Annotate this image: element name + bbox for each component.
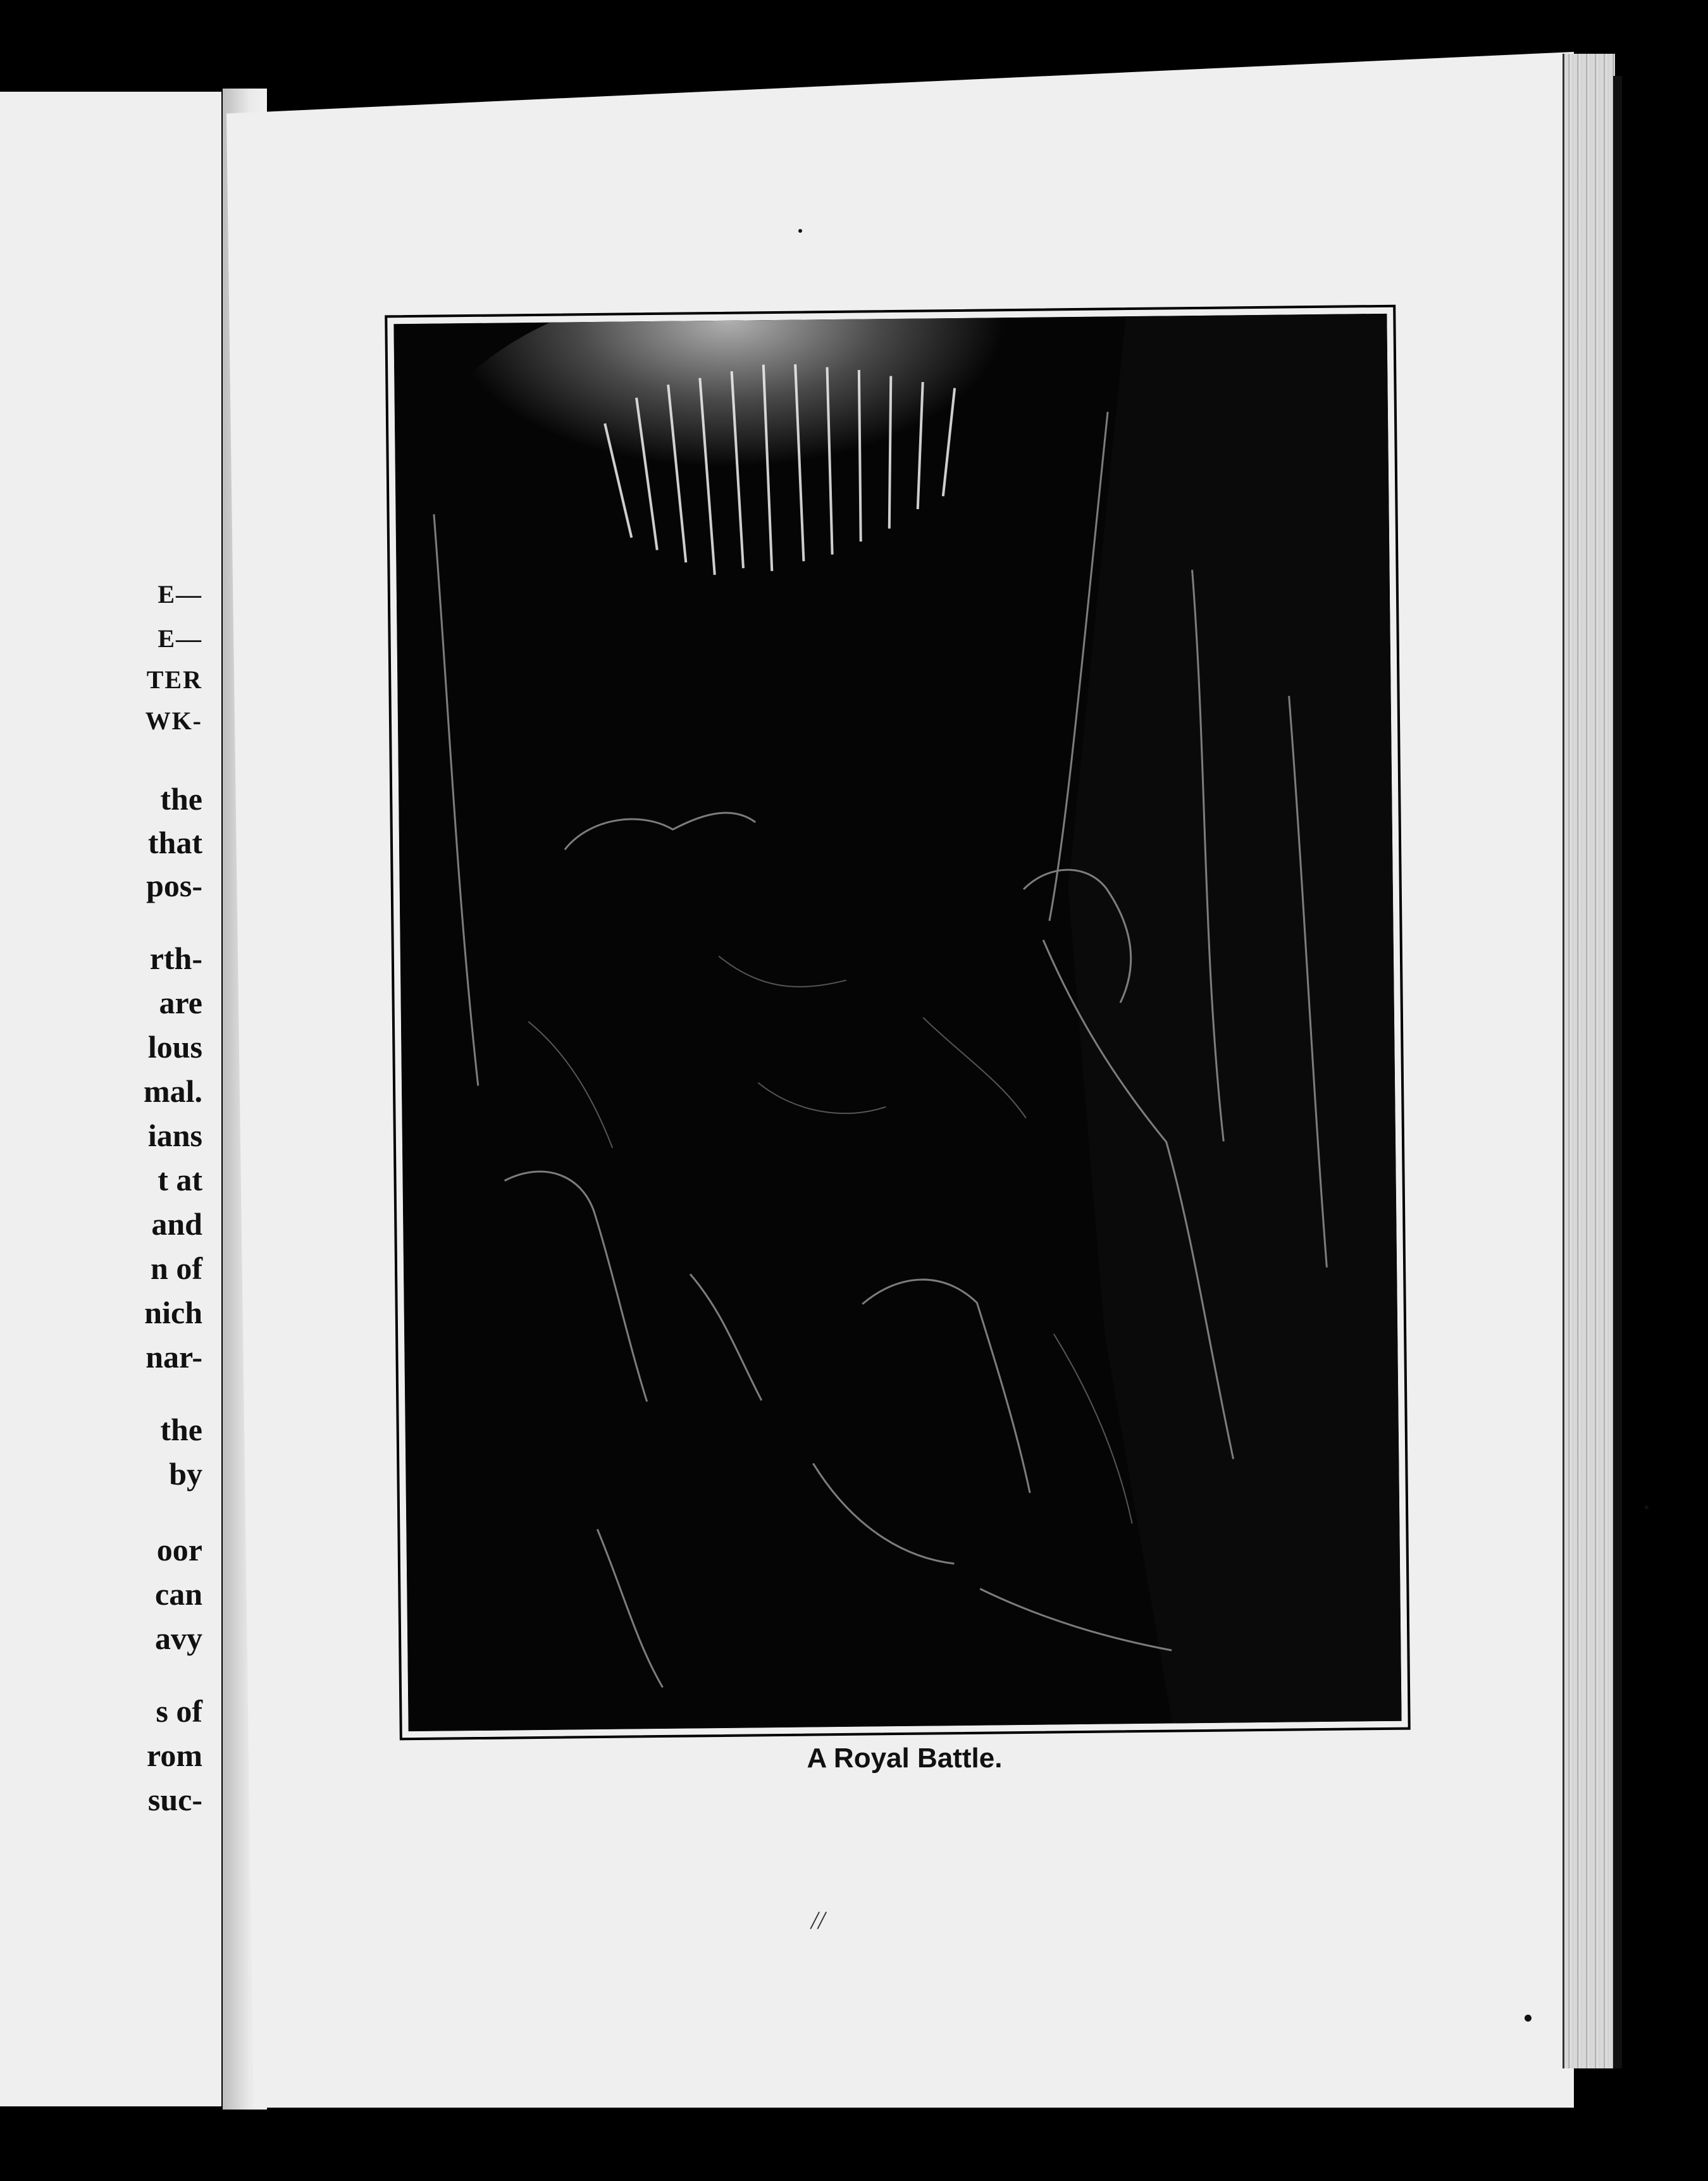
illustration-image — [393, 314, 1401, 1731]
left-text-line: nar- — [145, 1339, 202, 1375]
left-text-line: and — [151, 1206, 202, 1242]
left-text-line: the — [160, 781, 202, 817]
ink-speck — [798, 229, 802, 233]
illustration-caption: A Royal Battle. — [807, 1743, 1003, 1774]
left-text-line: can — [155, 1576, 202, 1612]
battle-engraving — [393, 314, 1401, 1731]
left-page — [0, 92, 225, 2106]
left-text-line: mal. — [143, 1073, 202, 1109]
left-text-line: t at — [158, 1162, 202, 1197]
left-text-line: that — [147, 825, 202, 860]
left-text-line: nich — [144, 1295, 202, 1330]
left-text-line: TER — [146, 665, 202, 694]
left-text-line: lous — [147, 1029, 202, 1065]
left-text-line: the — [160, 1412, 202, 1447]
ink-speck — [1645, 1505, 1649, 1509]
left-text-line: oor — [156, 1532, 202, 1567]
ink-speck — [1525, 2015, 1532, 2022]
left-text-line: n of — [151, 1251, 202, 1286]
left-text-line: rth- — [149, 941, 202, 976]
left-text-line: suc- — [147, 1782, 202, 1817]
page-edge-shadow — [1613, 76, 1622, 2068]
left-text-line: pos- — [146, 868, 202, 903]
handwritten-mark: // — [811, 1906, 826, 1934]
left-text-line: rom — [147, 1738, 202, 1773]
left-text-line: by — [169, 1456, 202, 1492]
left-text-line: E— — [158, 624, 202, 653]
left-text-line: E— — [158, 580, 202, 609]
left-text-line: s of — [156, 1693, 202, 1729]
left-text-line: ians — [147, 1118, 202, 1153]
illustration-plate — [385, 305, 1411, 1741]
left-text-line: WK- — [145, 707, 202, 735]
left-text-line: avy — [155, 1621, 202, 1656]
left-text-line: are — [159, 985, 202, 1020]
page-edges — [1563, 54, 1615, 2068]
